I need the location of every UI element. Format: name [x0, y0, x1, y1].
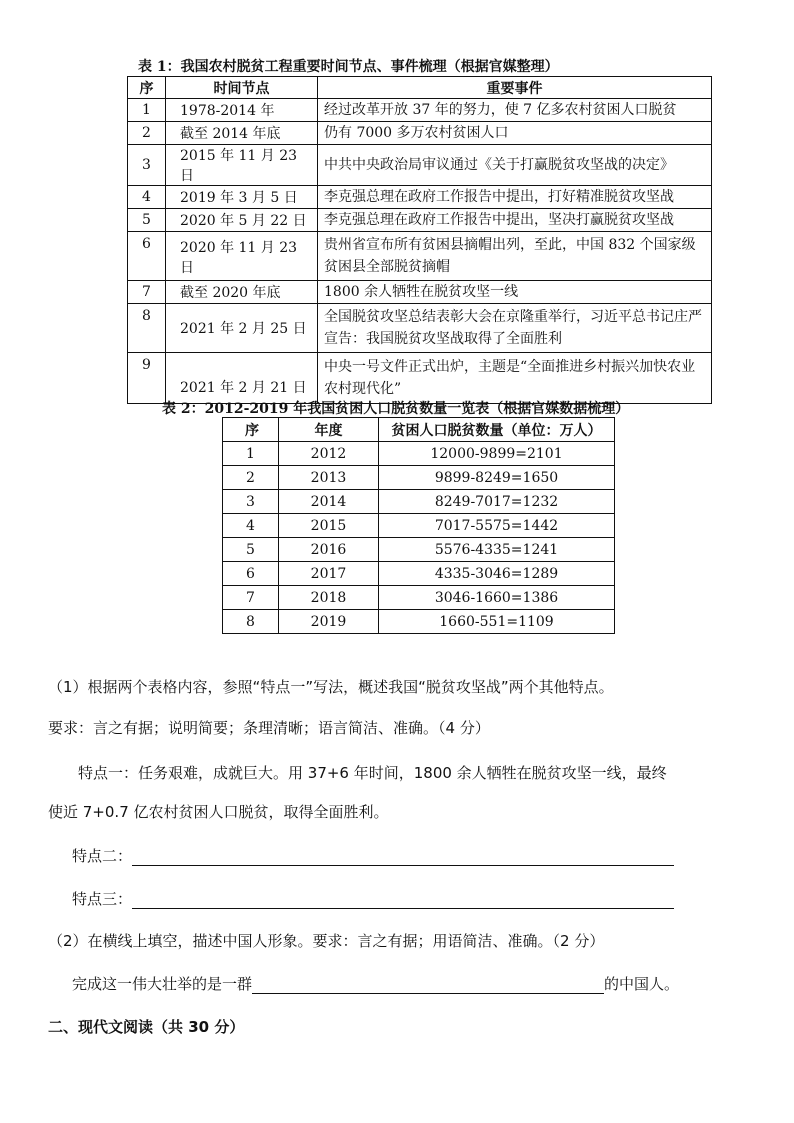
- table-row: [128, 281, 712, 304]
- table1: [127, 76, 712, 404]
- row-value: 9899-8249=1650: [379, 466, 615, 490]
- table-row: [128, 122, 712, 145]
- table2-header-index: 序: [223, 418, 279, 442]
- row-event: 中央一号文件正式出炉，主题是“全面推进乡村振兴加快农业农村现代化”: [318, 353, 712, 404]
- row-index: 8: [223, 610, 279, 634]
- row-year: 2014: [279, 490, 379, 514]
- table-row: [128, 353, 712, 404]
- row-year: 2018: [279, 586, 379, 610]
- table2: [222, 417, 615, 634]
- table-row: [128, 186, 712, 209]
- question2-fill-prefix: 完成这一伟大壮举的是一群: [72, 975, 253, 993]
- table-row: [223, 538, 615, 562]
- row-event: 全国脱贫攻坚总结表彰大会在京隆重举行，习近平总书记庄严宣告：我国脱贫攻坚战取得了全面胜利: [318, 304, 712, 353]
- table2-caption: 表 2：2012-2019 年我国贫困人口脱贫数量一览表（根据官媒数据梳理）: [162, 401, 630, 417]
- example-feature-line2: 使近 7+0.7 亿农村贫困人口脱贫，取得全面胜利。: [48, 803, 389, 821]
- feature2-answer-blank[interactable]: [132, 847, 674, 866]
- row-event: 李克强总理在政府工作报告中提出，坚决打赢脱贫攻坚战: [318, 209, 712, 232]
- table-row: [223, 562, 615, 586]
- row-event: 仍有 7000 多万农村贫困人口: [318, 122, 712, 145]
- row-value: 1660-551=1109: [379, 610, 615, 634]
- table1-header-event: 重要事件: [318, 77, 712, 99]
- row-value: 4335-3046=1289: [379, 562, 615, 586]
- table-row: [223, 610, 615, 634]
- table-row: [128, 304, 712, 353]
- row-event: 贵州省宣布所有贫困县摘帽出列，至此，中国 832 个国家级贫困县全部脱贫摘帽: [318, 232, 712, 281]
- row-index: 2: [223, 466, 279, 490]
- row-index: 8: [128, 304, 166, 353]
- row-value: 12000-9899=2101: [379, 442, 615, 466]
- question1-prompt: （1）根据两个表格内容，参照“特点一”写法，概述我国“脱贫攻坚战”两个其他特点。: [48, 678, 614, 696]
- section-heading: 二、现代文阅读（共 30 分）: [48, 1018, 245, 1036]
- row-value: 8249-7017=1232: [379, 490, 615, 514]
- table-row: [223, 490, 615, 514]
- row-year: 2013: [279, 466, 379, 490]
- row-year: 2012: [279, 442, 379, 466]
- table2-header-year: 年度: [279, 418, 379, 442]
- row-index: 2: [128, 122, 166, 145]
- table1-header-index: 序: [128, 77, 166, 99]
- table1-header-date: 时间节点: [166, 77, 318, 99]
- row-date: 1978-2014 年: [166, 99, 318, 122]
- table-row: [128, 145, 712, 186]
- feature2-label: 特点二：: [72, 847, 133, 865]
- row-index: 4: [223, 514, 279, 538]
- table-row: [128, 209, 712, 232]
- table1-header-row: [128, 77, 712, 99]
- table-row: [223, 586, 615, 610]
- table1-caption: 表 1：我国农村脱贫工程重要时间节点、事件梳理（根据官媒整理）: [138, 59, 559, 75]
- row-event: 经过改革开放 37 年的努力，使 7 亿多农村贫困人口脱贫: [318, 99, 712, 122]
- question1-requirements: 要求：言之有据；说明简要；条理清晰；语言简洁、准确。（4 分）: [48, 719, 490, 737]
- question2-prompt: （2）在横线上填空，描述中国人形象。要求：言之有据；用语简洁、准确。（2 分）: [48, 932, 605, 950]
- row-value: 7017-5575=1442: [379, 514, 615, 538]
- row-index: 7: [223, 586, 279, 610]
- row-date: 截至 2020 年底: [166, 281, 318, 304]
- row-event: 1800 余人牺牲在脱贫攻坚一线: [318, 281, 712, 304]
- feature3-label: 特点三：: [72, 890, 133, 908]
- row-date: 2020 年 11 月 23 日: [166, 232, 318, 281]
- table-row: [223, 442, 615, 466]
- row-index: 1: [128, 99, 166, 122]
- row-index: 1: [223, 442, 279, 466]
- row-date: 2020 年 5 月 22 日: [166, 209, 318, 232]
- row-year: 2017: [279, 562, 379, 586]
- row-year: 2019: [279, 610, 379, 634]
- row-value: 5576-4335=1241: [379, 538, 615, 562]
- row-index: 5: [223, 538, 279, 562]
- row-index: 6: [128, 232, 166, 281]
- table2-header-value: 贫困人口脱贫数量（单位：万人）: [379, 418, 615, 442]
- row-index: 5: [128, 209, 166, 232]
- row-date: 截至 2014 年底: [166, 122, 318, 145]
- row-event: 李克强总理在政府工作报告中提出，打好精准脱贫攻坚战: [318, 186, 712, 209]
- row-index: 4: [128, 186, 166, 209]
- row-index: 9: [128, 353, 166, 404]
- table-row: [128, 232, 712, 281]
- row-year: 2015: [279, 514, 379, 538]
- table-row: [128, 99, 712, 122]
- row-index: 6: [223, 562, 279, 586]
- row-value: 3046-1660=1386: [379, 586, 615, 610]
- row-event: 中共中央政治局审议通过《关于打赢脱贫攻坚战的决定》: [318, 145, 712, 186]
- row-index: 3: [128, 145, 166, 186]
- table-row: [223, 514, 615, 538]
- question2-fill-suffix: 的中国人。: [604, 975, 680, 993]
- example-feature-line1: 特点一：任务艰难，成就巨大。用 37+6 年时间，1800 余人牺牲在脱贫攻坚一线，最终: [78, 764, 667, 782]
- row-date: 2021 年 2 月 25 日: [166, 304, 318, 353]
- table-row: [223, 466, 615, 490]
- feature2-row: [72, 845, 674, 866]
- feature3-row: [72, 888, 674, 909]
- row-date: 2021 年 2 月 21 日: [166, 353, 318, 404]
- table2-header-row: [223, 418, 615, 442]
- feature3-answer-blank[interactable]: [132, 890, 674, 909]
- question2-fill-row: [72, 973, 679, 994]
- question2-answer-blank[interactable]: [252, 975, 604, 994]
- row-date: 2015 年 11 月 23 日: [166, 145, 318, 186]
- row-year: 2016: [279, 538, 379, 562]
- row-index: 3: [223, 490, 279, 514]
- row-index: 7: [128, 281, 166, 304]
- row-date: 2019 年 3 月 5 日: [166, 186, 318, 209]
